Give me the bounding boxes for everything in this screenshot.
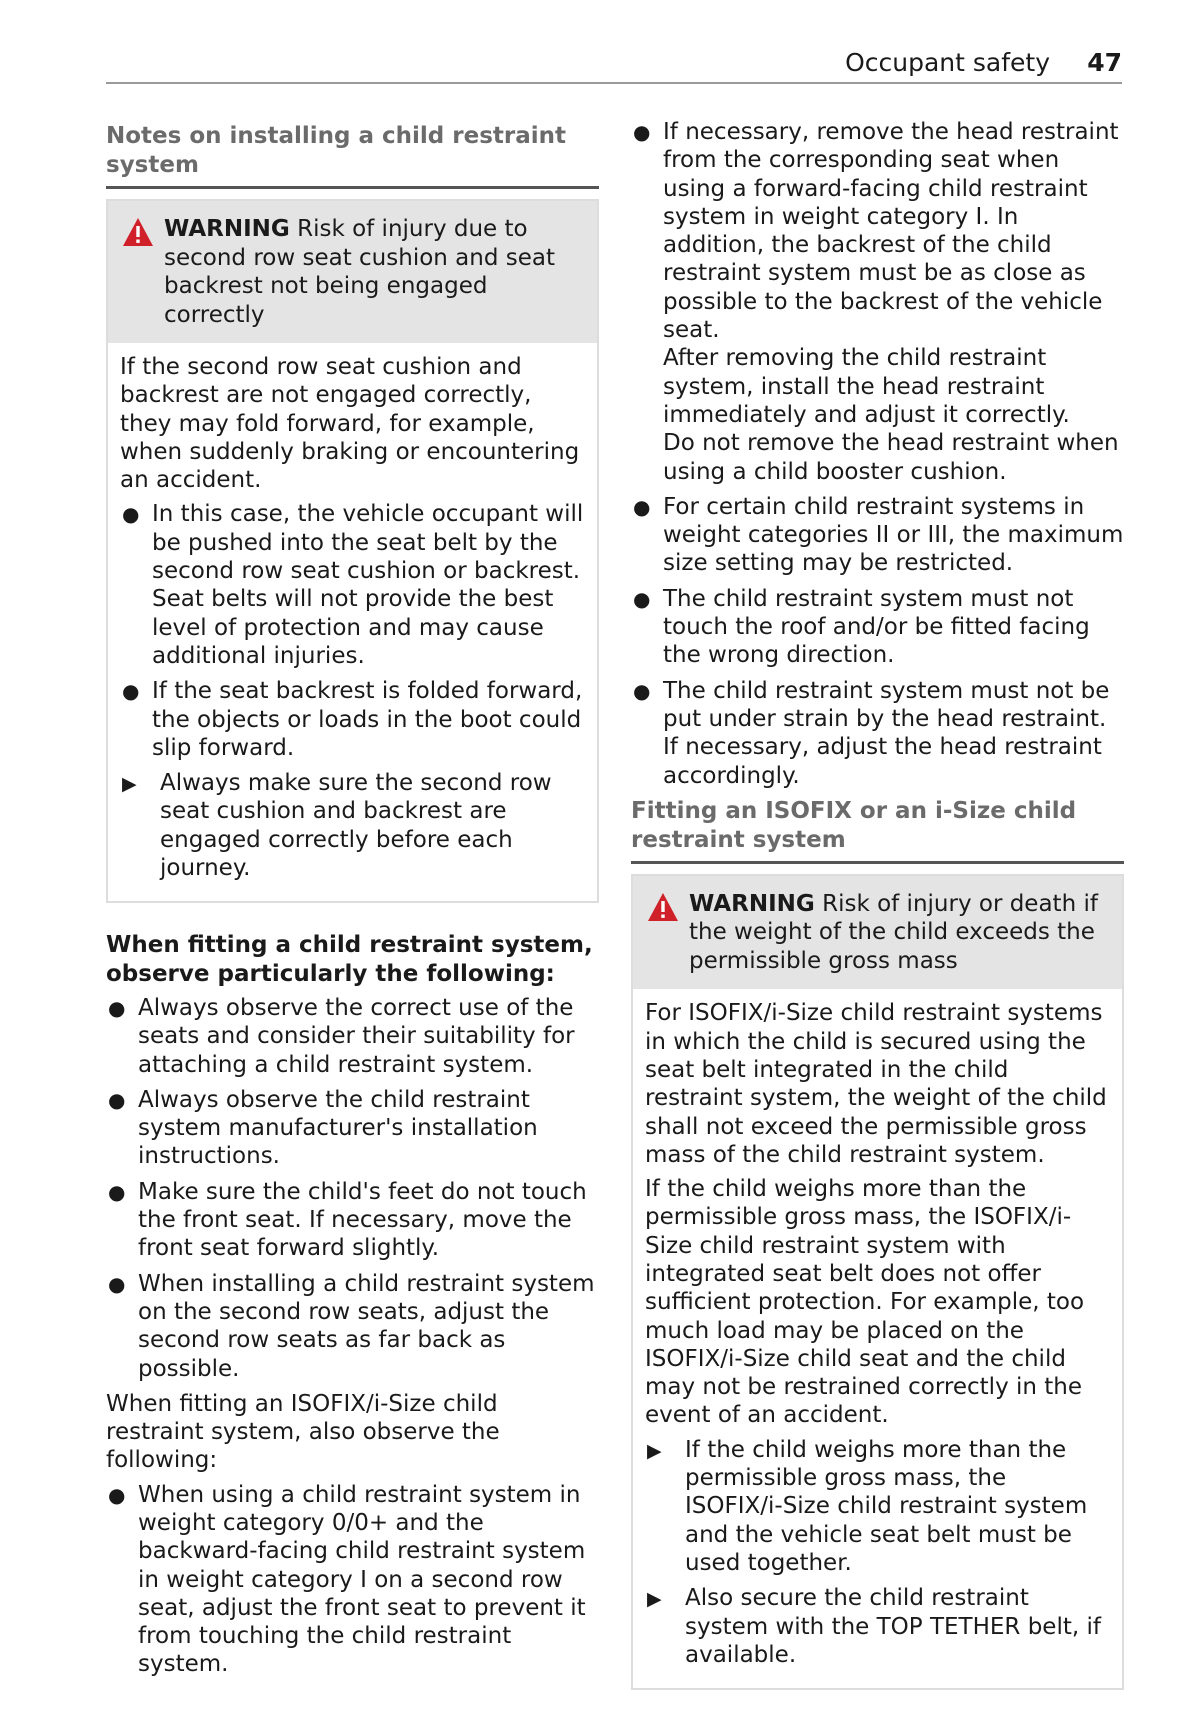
warning-triangle-icon (122, 217, 154, 247)
bullet-dot: ● (633, 494, 651, 519)
bullet-dot: ● (633, 678, 651, 703)
page-header (106, 44, 1122, 84)
warning-header (633, 876, 1122, 990)
bullet-dot: ● (122, 502, 140, 527)
bullet-dot: ● (633, 120, 651, 144)
list-item: ● For certain child restraint systems in weight categories II or III, the maximum size setting may be restricted. (633, 493, 1124, 577)
warning-box-isofix (631, 874, 1124, 1690)
warning-triangle-icon (647, 892, 679, 922)
bullet-dot: ● (108, 995, 126, 1020)
action-arrow-icon: ▶ (122, 773, 137, 796)
isofix-list (106, 1481, 599, 1679)
left-column (106, 122, 599, 1686)
warning-keyword: WARNING (689, 890, 815, 917)
observe-list (106, 994, 599, 1383)
warning-box-seat (106, 199, 599, 903)
list-item: ● Always observe the child restraint system manufacturer's installation instructions. (108, 1086, 538, 1170)
observe-heading: When fitting a child restraint system, observe particularly the following: (106, 932, 593, 987)
list-item: ● If necessary, remove the head restraint from the corresponding seat when using a forward-facing child restraint system in weight category I. In addition, the backrest of the child restraint system must be as close as possible to the backrest of the vehicle seat. After removing the child restraint system, install the head restraint immediately and adjust it correctly. Do not remove the head restraint when using a child booster cushion. (633, 119, 1119, 485)
action-arrow-icon: ▶ (647, 1588, 662, 1611)
warning-intro: If the second row seat cushion and backrest are not engaged correctly, they may fold forward, for example, when suddenly braking or encountering an accident. (120, 354, 580, 494)
list-item: ● The child restraint system must not touch the roof and/or be fitted facing the wrong direction. (633, 585, 1090, 669)
warning-bullet-list (120, 500, 585, 882)
list-item: ● Always observe the correct use of the seats and consider their suitability for attaching a child restraint system. (108, 994, 575, 1078)
warning-action-list (645, 1436, 1110, 1669)
list-item: ● When installing a child restraint system on the second row seats, adjust the second row seats as far back as possible. (108, 1270, 595, 1382)
warning-body (108, 343, 597, 901)
list-item: ● When using a child restraint system in weight category 0/0+ and the backward-facing child restraint system in weight category I on a second row seat, adjust the front seat to prevent it from touching the child restraint system. (108, 1481, 586, 1678)
warning-header (108, 201, 597, 343)
warning-keyword: WARNING (164, 216, 290, 242)
section-title: Occupant safety (845, 48, 1050, 77)
warning-title: Risk of injury or death if the weight of the child exceeds the permissible gross mass (689, 890, 1098, 974)
bullet-dot: ● (108, 1179, 126, 1204)
list-item: ● Make sure the child's feet do not touch the front seat. If necessary, move the front seat forward slightly. (108, 1178, 587, 1262)
warning-title: Risk of injury due to second row seat cushion and seat backrest not being engaged correctly (164, 216, 555, 328)
warning-body (633, 989, 1122, 1688)
bullet-dot: ● (122, 679, 140, 704)
bullet-dot: ● (108, 1482, 126, 1507)
action-item: ▶ Also secure the child restraint system with the TOP TETHER belt, if available. (647, 1585, 1101, 1668)
bullet-dot: ● (633, 586, 651, 611)
section-heading-notes: Notes on installing a child restraint system (106, 122, 599, 189)
list-item: ● In this case, the vehicle occupant will be pushed into the seat belt by the second row seat cushion or backrest. Seat belts will not provide the best level of protection and may cause additional injuries. (122, 501, 584, 669)
warning-paragraph: For ISOFIX/i-Size child restraint systems in which the child is secured using the seat belt integrated in the child restraint system, the weight of the child shall not exceed the permissible gross mass of the child restraint system. (645, 1000, 1107, 1168)
section-heading-isofix: Fitting an ISOFIX or an i-Size child restraint system (631, 797, 1124, 864)
list-item: ● If the seat backrest is folded forward, the objects or loads in the boot could slip forward. (122, 678, 583, 761)
action-item: ▶ If the child weighs more than the permissible gross mass, the ISOFIX/i-Size child restraint system and the vehicle seat belt must be used together. (647, 1436, 1088, 1576)
bullet-dot: ● (108, 1087, 126, 1112)
isofix-intro: When fitting an ISOFIX/i-Size child restraint system, also observe the following: (106, 1390, 500, 1474)
warning-paragraph: If the child weighs more than the permissible gross mass, the ISOFIX/i-Size child restraint system with integrated seat belt does not offer sufficient protection. For example, too much load may be placed on the ISOFIX/i-Size child seat and the child may not be restrained correctly in the event of an accident. (645, 1176, 1085, 1429)
right-column (631, 118, 1124, 1718)
head-restraint-list (631, 118, 1124, 790)
list-item: ● The child restraint system must not be put under strain by the head restraint. If necessary, adjust the head restraint accordingly. (633, 677, 1110, 789)
page-number: 47 (1087, 48, 1122, 77)
action-item: ▶ Always make sure the second row seat cushion and backrest are engaged correctly before each journey. (122, 770, 552, 882)
bullet-dot: ● (108, 1271, 126, 1296)
action-arrow-icon: ▶ (647, 1439, 662, 1462)
